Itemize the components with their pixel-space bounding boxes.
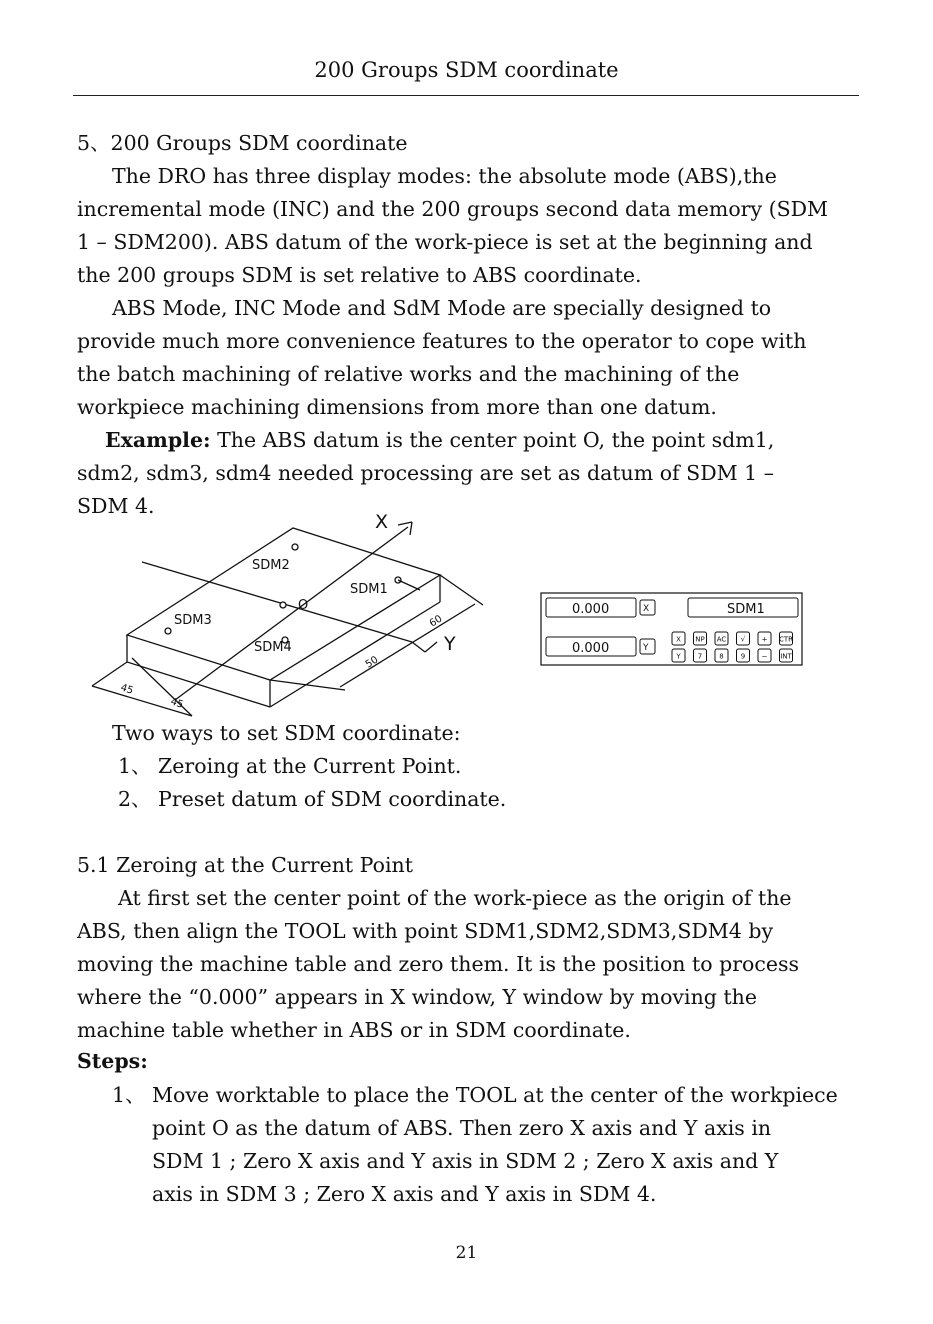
paragraph-line: the 200 groups SDM is set relative to ABS coordinate.	[77, 263, 642, 287]
dro-key-label: X	[676, 635, 681, 644]
sdm-diagram	[80, 505, 500, 720]
paragraph-line: workpiece machining dimensions from more than one datum.	[77, 395, 717, 419]
paragraph-line: At first set the center point of the work-piece as the origin of the	[118, 886, 792, 910]
dimension-label: 50	[363, 654, 381, 671]
example-label: Example:	[105, 428, 211, 452]
dimension-label: 60	[427, 613, 445, 630]
subsection-title: 5.1 Zeroing at the Current Point	[77, 853, 413, 877]
y-key-label: Y	[643, 643, 649, 653]
dro-key-label: √	[740, 635, 746, 644]
list-item: 1、 Zeroing at the Current Point.	[118, 754, 462, 778]
dro-key-label: INT	[780, 652, 792, 661]
paragraph-line: 1 – SDM200). ABS datum of the work-piece is set at the beginning and	[77, 230, 813, 254]
step-line: axis in SDM 3 ; Zero X axis and Y axis in SDM 4.	[152, 1182, 657, 1206]
dro-key-label: +	[761, 635, 768, 644]
header-rule	[73, 95, 859, 96]
y-axis-label: Y	[444, 633, 456, 655]
page-number: 21	[455, 1243, 478, 1263]
example-line	[105, 425, 774, 455]
paragraph-line: sdm2, sdm3, sdm4 needed processing are set as datum of SDM 1 –	[77, 461, 774, 485]
dro-key-label: 9	[740, 652, 746, 661]
dro-key-label: Y	[676, 652, 681, 661]
point-label-sdm4: SDM4	[254, 640, 292, 655]
paragraph-line: provide much more convenience features to the operator to cope with	[77, 329, 807, 353]
paragraph-line: machine table whether in ABS or in SDM coordinate.	[77, 1018, 631, 1042]
dro-key-label: AC	[716, 635, 727, 644]
paragraph-line: where the “0.000” appears in X window, Y window by moving the	[77, 985, 757, 1009]
point-label-sdm3: SDM3	[174, 613, 212, 628]
paragraph-line: the batch machining of relative works and the machining of the	[77, 362, 740, 386]
step-line: point O as the datum of ABS. Then zero X axis and Y axis in	[152, 1116, 772, 1140]
dro-key-label: NP	[695, 635, 705, 644]
paragraph-line: The DRO has three display modes: the absolute mode (ABS),the	[112, 164, 777, 188]
list-item: 2、 Preset datum of SDM coordinate.	[118, 787, 507, 811]
x-axis-label: X	[375, 511, 389, 533]
x-display-value: 0.000	[572, 602, 610, 617]
dro-key-label: 7	[697, 652, 703, 661]
page-header: 200 Groups SDM coordinate	[314, 58, 619, 82]
x-key-label: X	[643, 604, 650, 614]
paragraph-line: moving the machine table and zero them. It is the position to process	[77, 952, 800, 976]
step-line: 1、 Move worktable to place the TOOL at the center of the workpiece	[112, 1083, 838, 1107]
point-label-sdm2: SDM2	[252, 558, 290, 573]
paragraph-line: ABS, then align the TOOL with point SDM1,SDM2,SDM3,SDM4 by	[77, 919, 774, 943]
paragraph-line: SDM 4.	[77, 494, 155, 518]
dro-key-label: CTR	[778, 635, 794, 644]
paragraph-line: ABS Mode, INC Mode and SdM Mode are specially designed to	[112, 296, 772, 320]
mode-display-text: SDM1	[727, 602, 765, 617]
origin-label: O	[298, 598, 309, 613]
steps-label: Steps:	[77, 1049, 148, 1073]
dimension-label: 45	[169, 696, 185, 711]
dro-panel	[540, 592, 805, 668]
dro-key-label: −	[761, 652, 768, 661]
step-line: SDM 1 ; Zero X axis and Y axis in SDM 2 ; Zero X axis and Y	[152, 1149, 779, 1173]
point-label-sdm1: SDM1	[350, 582, 388, 597]
section-title: 5、200 Groups SDM coordinate	[77, 131, 408, 155]
ways-intro: Two ways to set SDM coordinate:	[112, 721, 461, 745]
paragraph-line: incremental mode (INC) and the 200 groups second data memory (SDM	[77, 197, 829, 221]
y-display-value: 0.000	[572, 641, 610, 656]
example-text: The ABS datum is the center point O, the point sdm1,	[210, 428, 775, 452]
dro-key-label: 8	[719, 652, 724, 661]
dimension-label: 45	[119, 682, 135, 697]
